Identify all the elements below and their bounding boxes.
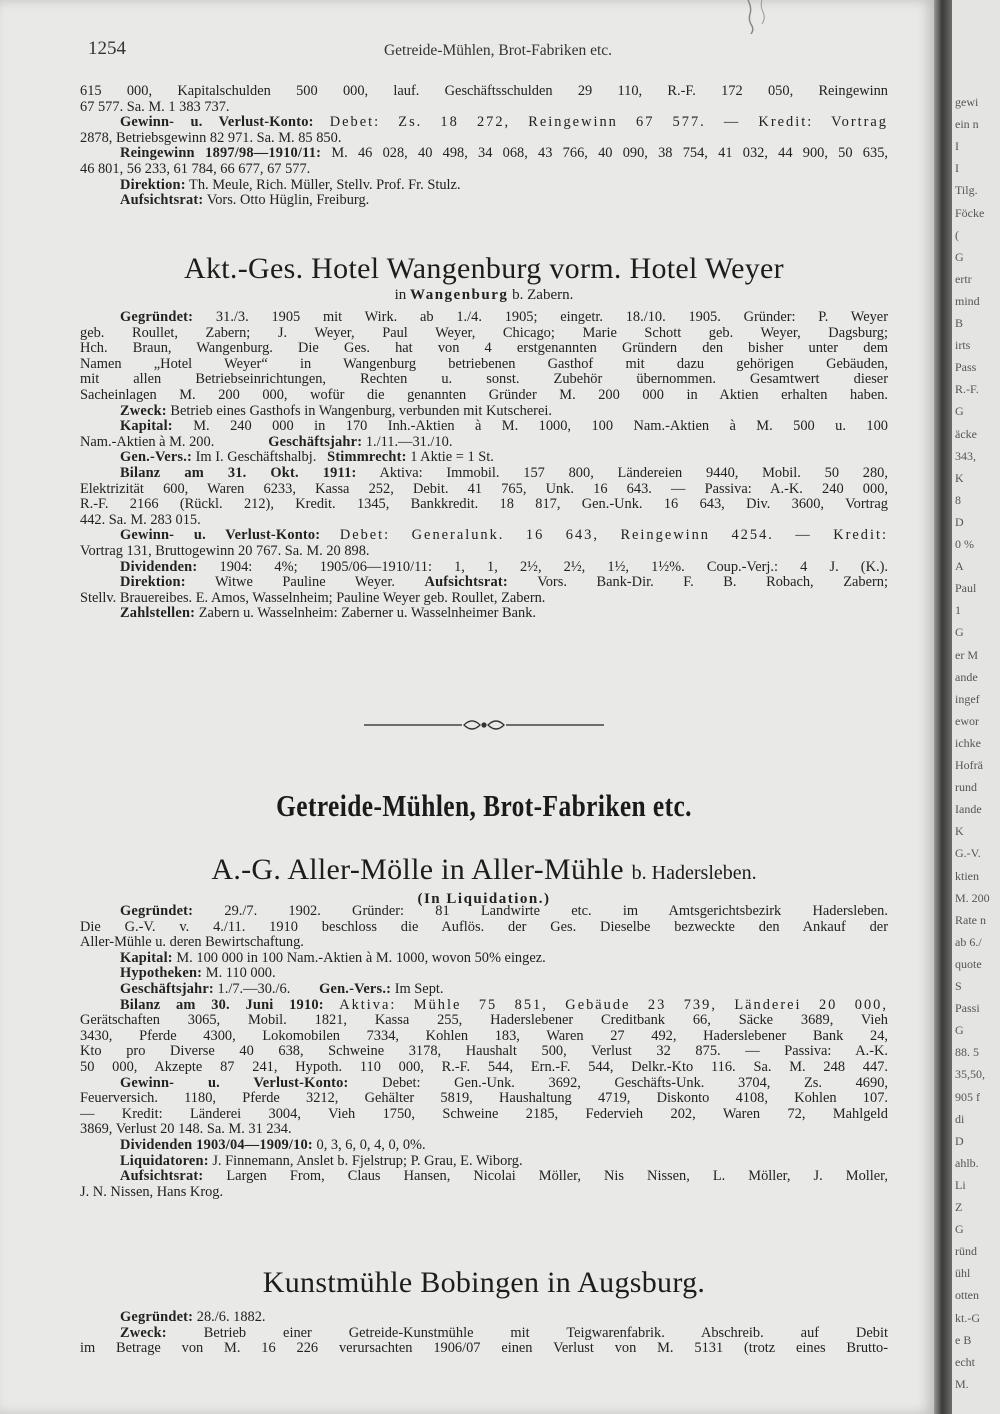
net-profit-line: Reingewinn 1897/98—1910/11: M. 46 028, 40 498, 34 068, 43 766, 40 090, 38 754, 41 032, 44 900, 50 635,	[120, 146, 888, 162]
company-body-hotel-wangenburg	[80, 310, 888, 622]
founded-label: Gegründet:	[120, 310, 194, 325]
capital-line: Kapital: M. 100 000 in 100 Nam.-Aktien à M. 1000, wovon 50% eingez.	[120, 950, 546, 966]
company-title: A.-G. Aller-Mölle in Aller-Mühle b. Hadersleben.	[211, 853, 757, 886]
company-body-kunstmuehle-bobingen	[80, 1310, 888, 1357]
company-title: Kunstmühle Bobingen in Augsburg.	[262, 1266, 706, 1299]
facing-page-fragment: Föcke	[955, 205, 985, 220]
fiscal-year-label: Geschäftsjahr:	[268, 434, 363, 450]
management-label: Direktion:	[120, 177, 186, 193]
balance-label: Bilanz am 30. Juni 1910:	[120, 997, 324, 1013]
facing-page-fragment: ichke	[955, 735, 981, 750]
mortgages-label: Hypotheken:	[120, 966, 203, 982]
facing-page-fragment: 35,50,	[955, 1067, 985, 1082]
section-ornament	[80, 716, 888, 739]
facing-page-fragment: K	[955, 470, 964, 485]
facing-page-fragment: kt.-G	[955, 1310, 980, 1325]
facing-page-fragment: D	[955, 514, 964, 529]
page-number: 1254	[88, 38, 126, 59]
liquidators-line: Liquidatoren: J. Finnemann, Anslet b. Fjelstrup; P. Grau, E. Wiborg.	[120, 1153, 523, 1169]
supervisory-board-line: Aufsichtsrat: Vors. Otto Hüglin, Freiburg.	[120, 193, 370, 209]
balance-label: Bilanz am 31. Okt. 1911:	[120, 465, 357, 481]
running-header	[88, 38, 908, 60]
net-profit-label: Reingewinn 1897/98—1910/11:	[120, 146, 322, 162]
liquidators-label: Liquidatoren:	[120, 1153, 209, 1169]
liquidation-status: (In Liquidation.)	[417, 891, 551, 907]
facing-page-fragment: Z	[955, 1200, 963, 1215]
facing-page-fragment: ründ	[955, 1244, 977, 1259]
capital-line: Kapital: M. 240 000 in 170 Inh.-Aktien à M. 1000, 100 Nam.-Aktien à M. 500 u. 100	[120, 419, 888, 435]
management-line: Direktion: Witwe Pauline Weyer. Aufsichtsrat: Vors. Bank-Dir. F. B. Robach, Zabern;	[120, 575, 888, 591]
general-meeting-label: Gen.-Vers.:	[319, 981, 392, 997]
facing-page-fragment: Hofrä	[955, 758, 983, 773]
facing-page-fragment: ertr	[955, 271, 972, 286]
text-line: Gerätschaften 3065, Mobil. 1821, Kassa 255, Haderslebener Creditbank 66, Säcke 3689, Vieh	[80, 1013, 888, 1029]
facing-page-fragment: ein n	[955, 117, 979, 132]
running-header-title: Getreide-Mühlen, Brot-Fabriken etc.	[383, 42, 613, 59]
facing-page-fragment: ahlb.	[955, 1155, 979, 1170]
book-gutter	[934, 0, 952, 1414]
text-line: 46 801, 56 233, 61 784, 66 677, 67 577.	[80, 161, 311, 177]
company-entry-kunstmuehle-bobingen	[80, 1266, 888, 1300]
text-line: Namen „Hotel Weyer“ in Wangenburg betriebenen Gasthof mit dazu gehörigen Gebäuden,	[80, 356, 888, 372]
purpose-label: Zweck:	[120, 1325, 167, 1341]
facing-page-fragment: Iande	[955, 802, 982, 817]
facing-page-fragment: ande	[955, 669, 978, 684]
section-heading: Getreide-Mühlen, Brot-Fabriken etc.	[276, 788, 692, 823]
facing-page-fragment: ewor	[955, 713, 979, 728]
text-line: Feuerversich. 1180, Pferde 3212, Gehälter 5819, Haushaltung 4719, Diskonto 4108, Kohlen 107.	[80, 1091, 888, 1107]
facing-page-fragment: I	[955, 139, 959, 154]
facing-page-fragment: gewi	[955, 95, 979, 109]
supervisory-board-label: Aufsichtsrat:	[120, 1169, 204, 1185]
text-line: Stellv. Brauereibes. E. Amos, Wasselnheim; Pauline Weyer geb. Roullet, Zabern.	[80, 590, 546, 606]
balance-line: Bilanz am 30. Juni 1910: Aktiva: Mühle 75 851, Gebäude 23 739, Länderei 20 000,	[120, 997, 888, 1013]
facing-page-fragment: B	[955, 316, 964, 331]
facing-page-fragment: ktien	[955, 868, 979, 883]
company-entry-aller-moelle	[80, 853, 888, 908]
text-line: — Kredit: Länderei 3004, Vieh 1750, Schweine 2185, Federvieh 202, Waren 72, Mahlgeld	[80, 1106, 888, 1122]
facing-page-fragment: G	[955, 1222, 964, 1237]
facing-page-fragment: Paul	[955, 581, 977, 596]
facing-page-fragment: 8	[955, 492, 961, 507]
supervisory-board-label: Aufsichtsrat:	[120, 193, 204, 209]
text-line: Kto pro Diverse 40 638, Schweine 3178, Haushalt 500, Verlust 32 875. — Passiva: A.-K.	[80, 1044, 888, 1060]
profit-loss-line: Gewinn- u. Verlust-Konto: Debet: Zs. 18 272, Reingewinn 67 577. — Kredit: Vortrag	[120, 115, 888, 131]
text-line: R.-F. 2166 (Rückl. 212), Kredit. 1345, Bankkredit. 18 817, Gen.-Unk. 16 643, Div. 3600, Vortrag	[80, 497, 888, 513]
facing-page-fragment: M.	[955, 1376, 969, 1391]
text-line: 442. Sa. M. 283 015.	[80, 512, 201, 528]
facing-page-fragment: Passi	[955, 1001, 980, 1016]
facing-page-fragment: echt	[955, 1354, 975, 1369]
facing-page-fragment: D	[955, 1133, 964, 1148]
facing-page-fragment: er M	[955, 647, 978, 662]
dividends-line: Dividenden 1903/04—1909/10: 0, 3, 6, 0, 4, 0, 0%.	[120, 1137, 426, 1153]
text-line: 67 577. Sa. M. 1 383 737.	[80, 99, 230, 115]
purpose-line: Zweck: Betrieb einer Getreide-Kunstmühle mit Teigwarenfabrik. Abschreib. auf Debit	[120, 1325, 888, 1341]
text-line: 615 000, Kapitalschulden 500 000, lauf. Geschäftsschulden 29 110, R.-F. 172 050, Reingewinn	[80, 84, 888, 99]
purpose-line: Zweck: Betrieb eines Gasthofs in Wangenburg, verbunden mit Kutscherei.	[120, 403, 552, 419]
facing-page-fragment: Pass	[955, 360, 977, 375]
general-meeting-label: Gen.-Vers.:	[120, 450, 193, 466]
mortgages-line: Hypotheken: M. 110 000.	[120, 966, 276, 982]
company-entry-hotel-wangenburg	[80, 252, 888, 304]
facing-page-fragment: otten	[955, 1288, 979, 1303]
facing-page-fragment: G	[955, 1023, 964, 1038]
facing-page-fragment: di	[955, 1111, 965, 1126]
capital-label: Kapital:	[120, 950, 173, 966]
dividends-line: Dividenden: 1904: 4%; 1905/06—1910/11: 1, 1, 2½, 2½, 1½, 1½%. Coup.-Verj.: 4 J. (K.).	[120, 559, 888, 575]
facing-page-fragment: Tilg.	[955, 183, 978, 198]
facing-page-fragment: ingef	[955, 691, 980, 706]
founded-line: Gegründet: 31./3. 1905 mit Wirk. ab 1./4. 1905; eingetr. 18./10. 1905. Gründer: P. Weyer	[120, 310, 888, 325]
facing-page-fragment: S	[955, 979, 962, 994]
facing-page-fragment: K	[955, 824, 964, 839]
company-body-aller-moelle	[80, 904, 888, 1200]
facing-page-fragment: G.-V.	[955, 846, 981, 861]
text-line: 50 000, Akzepte 87 241, Hypoth. 110 000, R.-F. 544, Ern.-F. 544, Delkr.-Kto 116. Sa. M. 248 447.	[80, 1059, 888, 1075]
text-line: 2878, Betriebsgewinn 82 971. Sa. M. 85 850.	[80, 130, 342, 146]
facing-page-fragment: I	[955, 161, 959, 176]
facing-page-fragment: (	[955, 227, 959, 242]
facing-page-fragment: ab 6./	[955, 934, 982, 949]
fiscal-year-label: Geschäftsjahr:	[120, 981, 214, 997]
facing-page-fragment: G	[955, 625, 964, 640]
paying-agents-label: Zahlstellen:	[120, 606, 196, 622]
facing-page-fragment: A	[955, 559, 964, 574]
facing-page-fragment: 0 %	[955, 537, 974, 552]
supervisory-board-label: Aufsichtsrat:	[424, 575, 508, 591]
text-line: im Betrage von M. 16 226 verursachten 1906/07 einen Verlust von M. 5131 (trotz eines Brutto-	[80, 1341, 888, 1357]
text-line: J. N. Nissen, Hans Krog.	[80, 1184, 224, 1200]
facing-page-fragment: e B	[955, 1332, 972, 1347]
capital-line-2: Nam.-Aktien à M. 200. Geschäftsjahr: 1./11.—31./10.	[80, 434, 453, 450]
text-line: Aller-Mühle u. deren Bewirtschaftung.	[80, 935, 304, 951]
management-label: Direktion:	[120, 575, 186, 591]
fiscal-year-line: Geschäftsjahr: 1./7.—30./6. Gen.-Vers.: Im Sept.	[120, 981, 444, 997]
facing-page-fragment: irts	[955, 338, 971, 353]
text-line: 3430, Pferde 4300, Lokomobilen 7334, Kohlen 183, Waren 27 492, Haderslebener Bank 24,	[80, 1028, 888, 1044]
section-heading-block	[80, 788, 888, 824]
profit-loss-label: Gewinn- u. Verlust-Konto:	[120, 115, 314, 131]
text-line: Elektrizität 600, Waren 6233, Kassa 252, Debit. 41 765, Unk. 16 643. — Passiva: A.-K. 240 000,	[80, 481, 888, 497]
text-line: geb. Roullet, Zabern; J. Weyer, Paul Weyer, Chicago; Marie Schott geb. Weyer, Dagsburg;	[80, 325, 888, 341]
founded-line: Gegründet: 28./6. 1882.	[120, 1310, 266, 1325]
facing-page-fragment: 88. 5	[955, 1045, 979, 1060]
profit-loss-label: Gewinn- u. Verlust-Konto:	[120, 528, 321, 544]
purpose-label: Zweck:	[120, 403, 167, 419]
supervisory-board-line: Aufsichtsrat: Largen From, Claus Hansen, Nicolai Möller, Nis Nissen, L. Möller, J. Moller,	[120, 1169, 888, 1185]
general-meeting-line: Gen.-Vers.: Im I. Geschäftshalbj. Stimmrecht: 1 Aktie = 1 St.	[120, 450, 494, 466]
ornament-divider-icon	[364, 716, 604, 734]
balance-line: Bilanz am 31. Okt. 1911: Aktiva: Immobil. 157 800, Ländereien 9440, Mobil. 50 280,	[120, 465, 888, 481]
facing-page-fragment: G	[955, 404, 964, 419]
facing-page-fragment: 1	[955, 603, 961, 618]
facing-page-fragment: 343,	[955, 448, 976, 463]
voting-right-label: Stimmrecht:	[327, 450, 407, 466]
management-line: Direktion: Th. Meule, Rich. Müller, Stellv. Prof. Fr. Stulz.	[120, 177, 461, 193]
previous-company-continuation	[80, 84, 888, 209]
facing-page-fragment: R.-F.	[955, 382, 979, 397]
facing-page-fragment: quote	[955, 956, 982, 971]
founded-label: Gegründet:	[120, 1310, 194, 1325]
capital-label: Kapital:	[120, 419, 173, 435]
paying-agents-line: Zahlstellen: Zabern u. Wasselnheim: Zaberner u. Wasselnheimer Bank.	[120, 606, 536, 622]
dividends-label: Dividenden:	[120, 559, 198, 575]
facing-page-fragment: ühl	[955, 1266, 971, 1281]
text-line: 3869, Verlust 20 148. Sa. M. 31 234.	[80, 1122, 292, 1138]
facing-page-fragment: mind	[955, 293, 980, 308]
text-line: Vortrag 131, Bruttogewinn 20 767. Sa. M. 20 898.	[80, 543, 370, 559]
profit-loss-line: Gewinn- u. Verlust-Konto: Debet: Gen.-Unk. 3692, Geschäfts-Unk. 3704, Zs. 4690,	[120, 1075, 888, 1091]
text-line: Sacheinlagen M. 200 000, wofür die genannten Gründer M. 200 000 in Aktien erhalten haben.	[80, 387, 888, 403]
profit-loss-line: Gewinn- u. Verlust-Konto: Debet: Generalunk. 16 643, Reingewinn 4254. — Kredit:	[120, 528, 888, 544]
facing-page-fragment: rund	[955, 780, 977, 795]
profit-loss-label: Gewinn- u. Verlust-Konto:	[120, 1075, 349, 1091]
facing-page-fragment: Li	[955, 1177, 966, 1192]
text-line: Hch. Braun, Wangenburg. Die Ges. hat von 4 erstgenannten Gründern den bisher unter dem	[80, 341, 888, 357]
next-page-edge	[952, 0, 1000, 1414]
facing-page-fragment: Rate n	[955, 912, 986, 927]
text-line: Die G.-V. v. 4./11. 1910 beschloss die Auflös. der Ges. Dieselbe bezweckte den Ankauf der	[80, 919, 888, 935]
founded-label: Gegründet:	[120, 904, 194, 919]
dividends-label: Dividenden 1903/04—1909/10:	[120, 1137, 313, 1153]
founded-line: Gegründet: 29./7. 1902. Gründer: 81 Landwirte etc. im Amtsgerichtsbezirk Hadersleben.	[120, 904, 888, 919]
facing-page-fragment: äcke	[955, 426, 977, 441]
company-location: in Wangenburg b. Zabern.	[394, 287, 574, 303]
text-line: mit allen Betriebseinrichtungen, Rechten u. sonst. Zubehör übernommen. Gesamtwert dieser	[80, 372, 888, 388]
page-tear-mark	[738, 0, 778, 34]
company-title: Akt.-Ges. Hotel Wangenburg vorm. Hotel Weyer	[184, 252, 784, 285]
facing-page-fragment: G	[955, 249, 964, 264]
facing-page-fragment: M. 200	[955, 890, 990, 905]
facing-page-fragment: 905 f	[955, 1089, 980, 1104]
